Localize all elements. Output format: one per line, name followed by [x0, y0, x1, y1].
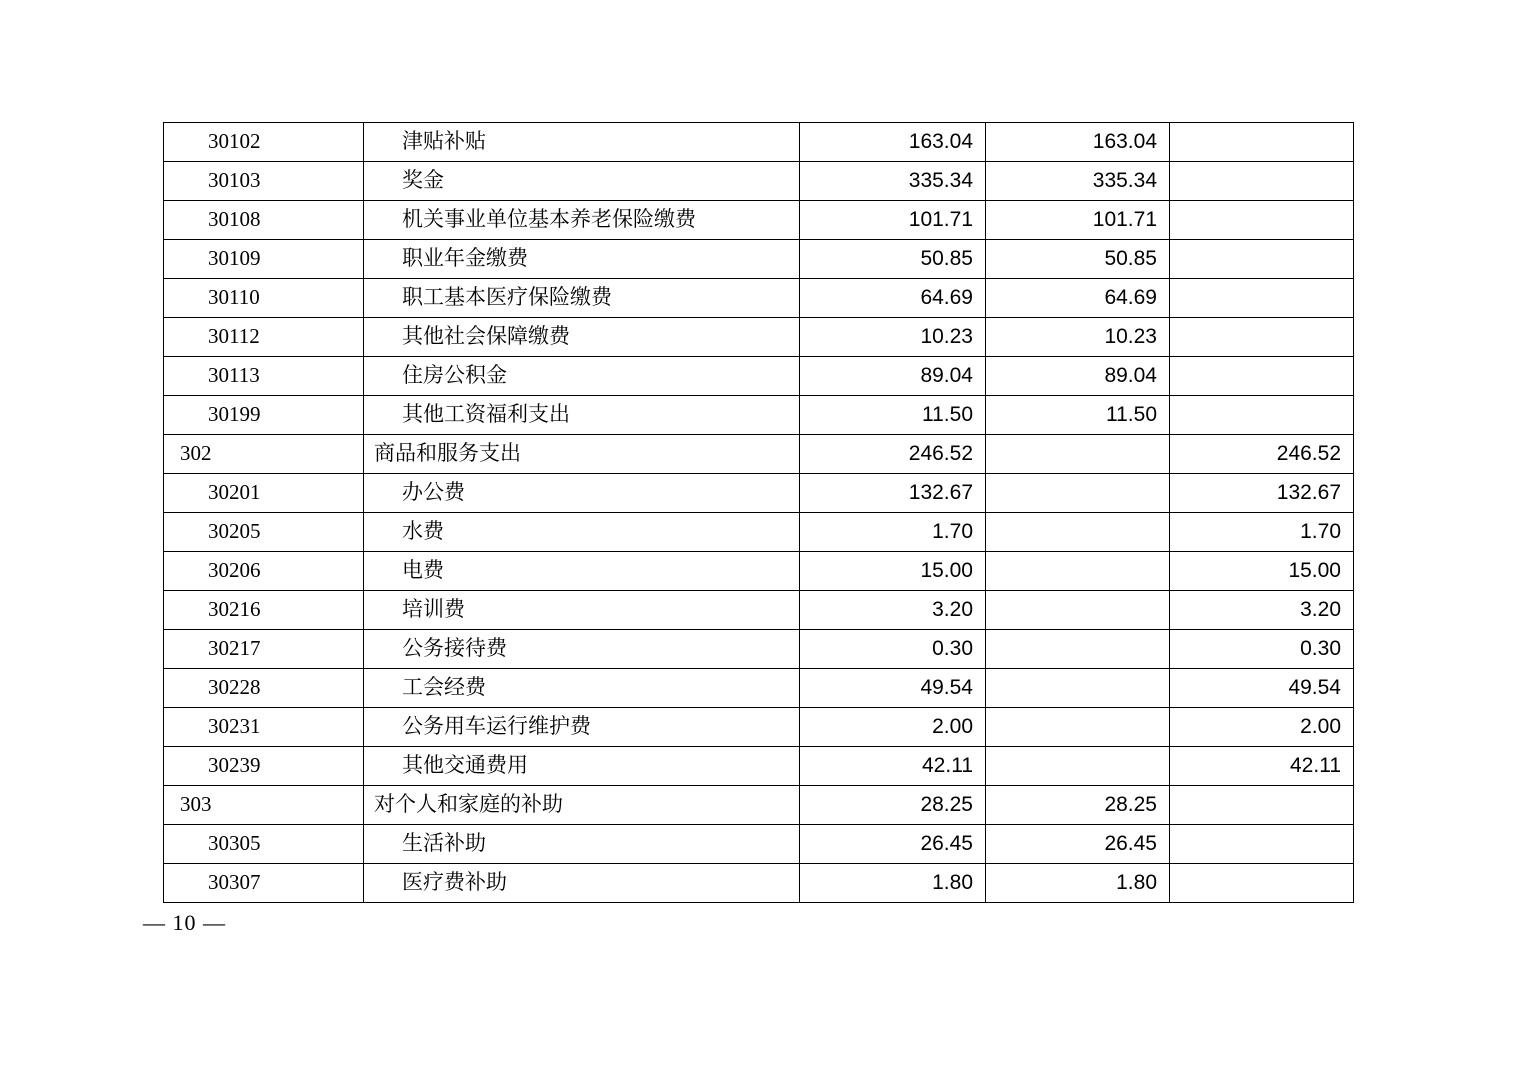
cell-basic: 163.04	[986, 123, 1170, 162]
code-text: 30305	[208, 831, 261, 856]
cell-project: 3.20	[1170, 591, 1354, 630]
table-row	[164, 474, 1354, 513]
cell-item-name	[364, 474, 800, 513]
cell-project	[1170, 357, 1354, 396]
cell-item-name	[364, 435, 800, 474]
code-text: 303	[180, 792, 212, 817]
cell-total: 1.70	[800, 513, 986, 552]
cell-total: 28.25	[800, 786, 986, 825]
cell-basic	[986, 669, 1170, 708]
cell-total: 49.54	[800, 669, 986, 708]
cell-item-name	[364, 708, 800, 747]
cell-project: 2.00	[1170, 708, 1354, 747]
page-number: — 10 —	[143, 910, 226, 935]
table-row	[164, 630, 1354, 669]
code-text: 30112	[208, 324, 260, 349]
cell-basic	[986, 474, 1170, 513]
item-name-text: 水费	[402, 519, 444, 544]
cell-code	[164, 162, 364, 201]
item-name-text: 其他社会保障缴费	[402, 324, 570, 349]
cell-item-name	[364, 552, 800, 591]
code-text: 30103	[208, 168, 261, 193]
cell-item-name	[364, 747, 800, 786]
item-name-text: 医疗费补助	[402, 870, 507, 895]
cell-project	[1170, 786, 1354, 825]
cell-code	[164, 591, 364, 630]
code-text: 30307	[208, 870, 261, 895]
cell-item-name	[364, 123, 800, 162]
cell-item-name	[364, 825, 800, 864]
cell-item-name	[364, 240, 800, 279]
cell-project: 0.30	[1170, 630, 1354, 669]
code-text: 30231	[208, 714, 261, 739]
item-name-text: 机关事业单位基本养老保险缴费	[402, 207, 696, 232]
cell-basic	[986, 552, 1170, 591]
table-row	[164, 435, 1354, 474]
cell-basic: 335.34	[986, 162, 1170, 201]
item-name-text: 其他工资福利支出	[402, 402, 570, 427]
cell-project	[1170, 279, 1354, 318]
item-name-text: 职业年金缴费	[402, 246, 528, 271]
cell-project: 132.67	[1170, 474, 1354, 513]
code-text: 30110	[208, 285, 260, 310]
cell-project	[1170, 123, 1354, 162]
item-name-text: 住房公积金	[402, 363, 507, 388]
cell-project	[1170, 396, 1354, 435]
cell-total: 42.11	[800, 747, 986, 786]
cell-code	[164, 474, 364, 513]
cell-basic: 64.69	[986, 279, 1170, 318]
cell-code	[164, 864, 364, 903]
cell-code	[164, 513, 364, 552]
code-text: 30206	[208, 558, 261, 583]
code-text: 30113	[208, 363, 260, 388]
table-row	[164, 318, 1354, 357]
cell-item-name	[364, 513, 800, 552]
table-row	[164, 162, 1354, 201]
cell-basic	[986, 630, 1170, 669]
table-body	[164, 123, 1354, 903]
cell-project: 246.52	[1170, 435, 1354, 474]
cell-project: 15.00	[1170, 552, 1354, 591]
cell-code	[164, 747, 364, 786]
cell-basic: 101.71	[986, 201, 1170, 240]
cell-total: 50.85	[800, 240, 986, 279]
table-row	[164, 396, 1354, 435]
item-name-text: 奖金	[402, 168, 444, 193]
cell-code	[164, 435, 364, 474]
cell-project: 1.70	[1170, 513, 1354, 552]
cell-total: 2.00	[800, 708, 986, 747]
cell-code	[164, 669, 364, 708]
cell-item-name	[364, 318, 800, 357]
cell-total: 246.52	[800, 435, 986, 474]
cell-project	[1170, 825, 1354, 864]
cell-code	[164, 123, 364, 162]
cell-code	[164, 786, 364, 825]
cell-total: 15.00	[800, 552, 986, 591]
code-text: 30216	[208, 597, 261, 622]
cell-basic	[986, 513, 1170, 552]
cell-total: 101.71	[800, 201, 986, 240]
cell-total: 132.67	[800, 474, 986, 513]
cell-code	[164, 630, 364, 669]
cell-item-name	[364, 630, 800, 669]
cell-code	[164, 825, 364, 864]
cell-item-name	[364, 201, 800, 240]
cell-basic	[986, 708, 1170, 747]
table-row	[164, 669, 1354, 708]
table-row	[164, 708, 1354, 747]
item-name-text: 生活补助	[402, 831, 486, 856]
table-row	[164, 240, 1354, 279]
code-text: 30108	[208, 207, 261, 232]
table-row	[164, 279, 1354, 318]
cell-basic: 26.45	[986, 825, 1170, 864]
item-name-text: 津贴补贴	[402, 129, 486, 154]
cell-total: 1.80	[800, 864, 986, 903]
cell-code	[164, 552, 364, 591]
code-text: 30239	[208, 753, 261, 778]
item-name-text: 培训费	[402, 597, 465, 622]
cell-item-name	[364, 279, 800, 318]
cell-project	[1170, 318, 1354, 357]
cell-project	[1170, 240, 1354, 279]
item-name-text: 公务接待费	[402, 636, 507, 661]
cell-project	[1170, 864, 1354, 903]
cell-project	[1170, 201, 1354, 240]
cell-basic: 11.50	[986, 396, 1170, 435]
cell-basic	[986, 435, 1170, 474]
table-row	[164, 591, 1354, 630]
item-name-text: 工会经费	[402, 675, 486, 700]
table-row	[164, 747, 1354, 786]
cell-total: 335.34	[800, 162, 986, 201]
cell-code	[164, 708, 364, 747]
table-row	[164, 513, 1354, 552]
table-row	[164, 357, 1354, 396]
cell-basic	[986, 591, 1170, 630]
cell-code	[164, 396, 364, 435]
code-text: 30205	[208, 519, 261, 544]
cell-project	[1170, 162, 1354, 201]
budget-expenditure-table	[163, 122, 1354, 903]
cell-total: 0.30	[800, 630, 986, 669]
cell-item-name	[364, 864, 800, 903]
cell-item-name	[364, 162, 800, 201]
cell-code	[164, 279, 364, 318]
cell-item-name	[364, 669, 800, 708]
cell-total: 89.04	[800, 357, 986, 396]
item-name-text: 对个人和家庭的补助	[374, 792, 563, 817]
cell-item-name	[364, 786, 800, 825]
cell-total: 10.23	[800, 318, 986, 357]
cell-item-name	[364, 591, 800, 630]
item-name-text: 商品和服务支出	[374, 441, 521, 466]
cell-total: 64.69	[800, 279, 986, 318]
code-text: 30109	[208, 246, 261, 271]
cell-basic: 1.80	[986, 864, 1170, 903]
table-row	[164, 864, 1354, 903]
table-row	[164, 201, 1354, 240]
code-text: 30228	[208, 675, 261, 700]
cell-project: 42.11	[1170, 747, 1354, 786]
cell-total: 163.04	[800, 123, 986, 162]
cell-basic	[986, 747, 1170, 786]
code-text: 30201	[208, 480, 261, 505]
item-name-text: 办公费	[402, 480, 465, 505]
code-text: 30102	[208, 129, 261, 154]
cell-project: 49.54	[1170, 669, 1354, 708]
cell-code	[164, 201, 364, 240]
table-row	[164, 786, 1354, 825]
item-name-text: 其他交通费用	[402, 753, 528, 778]
table-row	[164, 123, 1354, 162]
cell-code	[164, 357, 364, 396]
cell-basic: 28.25	[986, 786, 1170, 825]
code-text: 30217	[208, 636, 261, 661]
cell-item-name	[364, 396, 800, 435]
item-name-text: 公务用车运行维护费	[402, 714, 591, 739]
cell-basic: 50.85	[986, 240, 1170, 279]
cell-code	[164, 318, 364, 357]
table-row	[164, 552, 1354, 591]
item-name-text: 职工基本医疗保险缴费	[402, 285, 612, 310]
cell-total: 11.50	[800, 396, 986, 435]
cell-total: 26.45	[800, 825, 986, 864]
cell-total: 3.20	[800, 591, 986, 630]
cell-basic: 89.04	[986, 357, 1170, 396]
table-row	[164, 825, 1354, 864]
cell-item-name	[364, 357, 800, 396]
item-name-text: 电费	[402, 558, 444, 583]
cell-code	[164, 240, 364, 279]
code-text: 30199	[208, 402, 261, 427]
cell-basic: 10.23	[986, 318, 1170, 357]
code-text: 302	[180, 441, 212, 466]
